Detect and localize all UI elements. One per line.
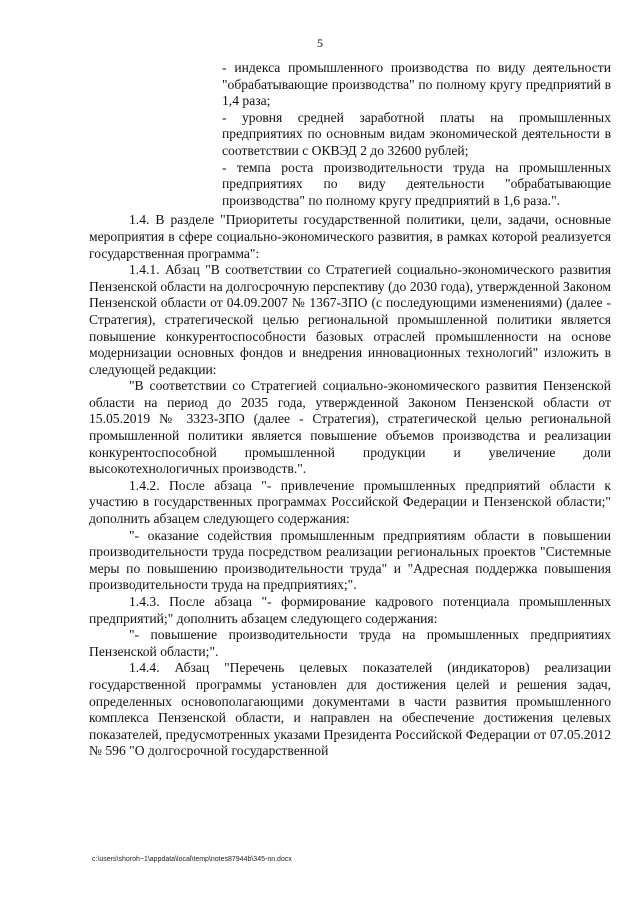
list-item-industrial-index: - индекса промышленного производства по виду деятельности "обрабатывающие производства" по полному кругу предприятий в 1,4 раза; [222, 60, 611, 109]
paragraph-1-4-2: 1.4.2. После абзаца "- привлечение промышленных предприятий области к участию в государственных программах Российской Федерации и Пензенской области;" дополнить абзацем следующего содержания: [89, 477, 611, 527]
paragraph-1-4-3: 1.4.3. После абзаца "- формирование кадрового потенциала промышленных предприятий;" дополнить абзацем следующего содержания: [89, 594, 611, 626]
page-number: 5 [317, 36, 323, 50]
document-body [89, 60, 611, 760]
paragraph-1-4-4: 1.4.4. Абзац "Перечень целевых показателей (индикаторов) реализации государственной программы установлен для достижения целей и решения задач, определенных основополагающими документами в части развития промышленного комплекса Пензенской области, и направлен на обеспечение достижения целевых показателей, предусмотренных указами Президента Российской Федерации от 07.05.2012 № 596 "О долгосрочной государственной [89, 660, 611, 759]
paragraph-1-4: 1.4. В разделе "Приоритеты государственной политики, цели, задачи, основные мероприятия в сфере социально-экономического развития, в рамках которой реализуется государственная программа": [89, 212, 611, 261]
list-item-productivity-growth: - темпа роста производительности труда на промышленных предприятиях по виду деятельности "обрабатывающие производства" по полному кругу предприятий в 1,6 раза.". [222, 159, 611, 208]
paragraph-productivity-increase: "- повышение производительности труда на промышленных предприятиях Пензенской области;". [89, 627, 611, 659]
footer-file-path: c:\users\shoroh~1\appdata\local\temp\notes87944b\345-nn.docx [92, 856, 292, 863]
paragraph-new-strategy: "В соответствии со Стратегией социально-экономического развития Пензенской области на период до 2035 года, утвержденной Законом Пензенской области от 15.05.2019 № 3323-ЗПО (далее - Стратегия), стратегической целью региональной промышленной политики является повышение объемов производства и реализации конкурентоспособной промышленной продукции и увеличение доли высокотехнологичных производств.". [89, 378, 611, 477]
list-item-average-salary: - уровня средней заработной платы на промышленных предприятиях по основным видам экономической деятельности в соответствии с ОКВЭД 2 до 32600 рублей; [222, 109, 611, 158]
paragraph-assistance: "- оказание содействия промышленным предприятиям области в повышении производительности труда посредством реализации региональных проектов "Системные меры по повышению производительности труда" и "Адресная поддержка повышения производительности труда на предприятиях;". [89, 527, 611, 593]
paragraph-1-4-1: 1.4.1. Абзац "В соответствии со Стратегией социально-экономического развития Пензенской области на долгосрочную перспективу (до 2030 года), утвержденной Законом Пензенской области от 04.09.2007 № 1367-ЗПО (с последующими изменениями) (далее - Стратегия), стратегической целью региональной промышленной политики является повышение конкурентоспособности базовых отраслей промышленности на основе модернизации основных фондов и внедрения инновационных технологий" изложить в следующей редакции: [89, 262, 611, 377]
